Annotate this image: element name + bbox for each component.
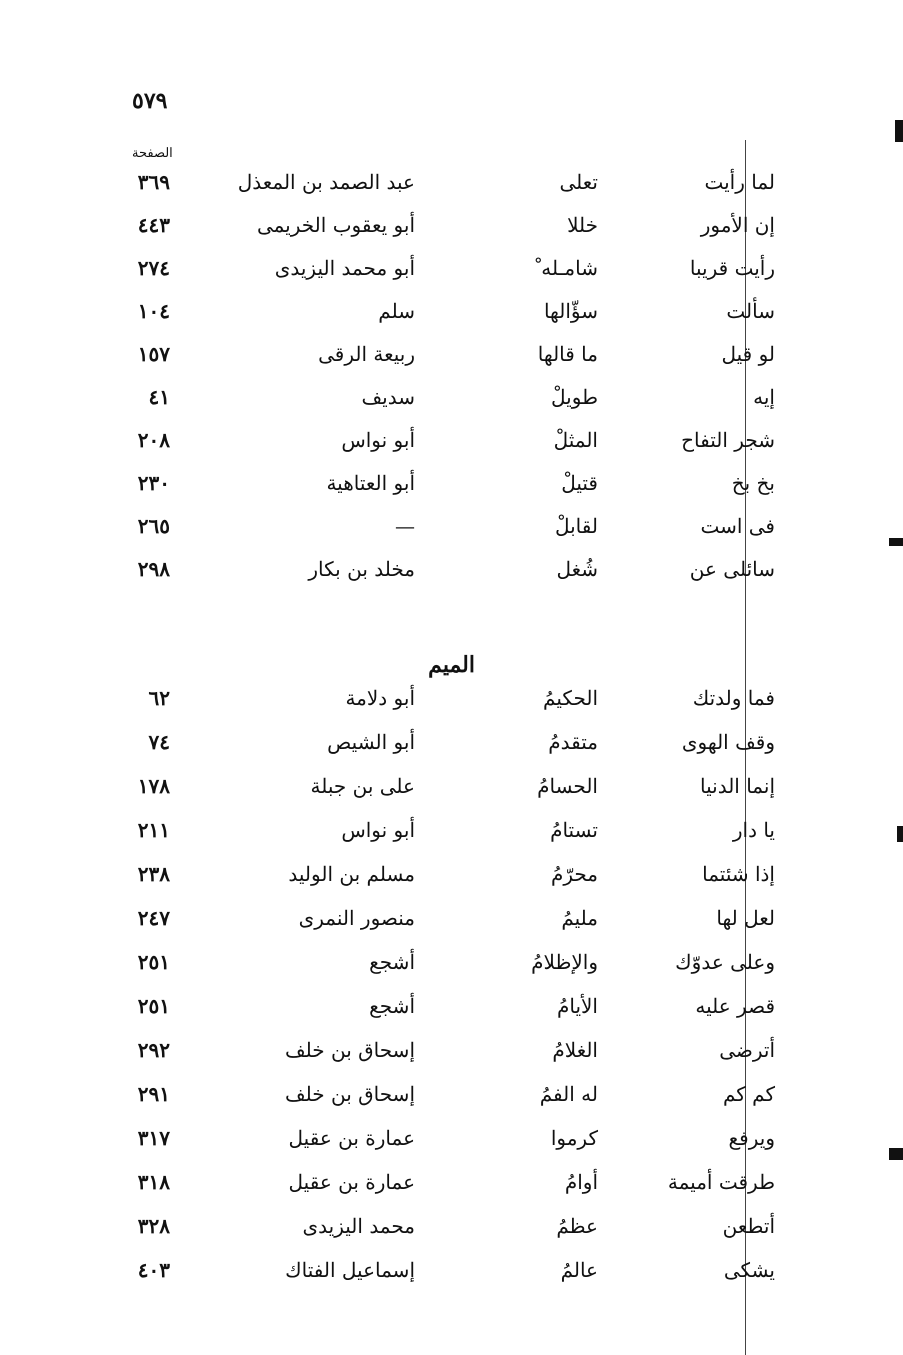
page-ref: ٤٠٣ bbox=[137, 1258, 170, 1282]
rhyme-word: سؤّالها bbox=[543, 299, 598, 323]
rhyme-word: شُغل bbox=[556, 557, 598, 581]
table-row bbox=[0, 818, 903, 860]
first-words: سائلى عن bbox=[689, 557, 775, 581]
first-words: إن الأمور bbox=[700, 213, 775, 237]
poet-name: أشجع bbox=[369, 950, 415, 974]
rhyme-word: تعلى bbox=[559, 170, 598, 194]
rhyme-word: الغلامُ bbox=[552, 1038, 598, 1062]
rhyme-word: والإظلامُ bbox=[531, 950, 598, 974]
table-row bbox=[0, 256, 903, 298]
page-ref: ٢١١ bbox=[137, 818, 170, 842]
table-row bbox=[0, 686, 903, 728]
first-words: سألت bbox=[726, 299, 775, 323]
rhyme-word: عالمُ bbox=[560, 1258, 598, 1282]
poet-name: عمارة بن عقيل bbox=[288, 1170, 415, 1194]
poet-name: سلم bbox=[378, 299, 415, 323]
first-words: طرقت أميمة bbox=[667, 1170, 775, 1194]
first-words: وقف الهوى bbox=[681, 730, 775, 754]
poet-name: أبو دلامة bbox=[345, 686, 415, 710]
poet-name: أبو الشيص bbox=[327, 730, 415, 754]
poet-name: محمد اليزيدى bbox=[302, 1214, 415, 1238]
page-ref: ١٥٧ bbox=[137, 342, 170, 366]
poet-name: — bbox=[395, 514, 415, 538]
rhyme-word: عظمُ bbox=[556, 1214, 598, 1238]
table-row bbox=[0, 514, 903, 556]
rhyme-word: كرموا bbox=[550, 1126, 598, 1150]
poet-name: عمارة بن عقيل bbox=[288, 1126, 415, 1150]
page-ref: ٢٣٨ bbox=[137, 862, 170, 886]
first-words: فى است bbox=[700, 514, 775, 538]
first-words: أتطعن bbox=[722, 1214, 775, 1238]
table-row bbox=[0, 1038, 903, 1080]
first-words: كم كم bbox=[722, 1082, 775, 1106]
poet-name: مخلد بن بكار bbox=[308, 557, 415, 581]
table-row bbox=[0, 1170, 903, 1212]
table-row bbox=[0, 170, 903, 212]
first-words: لو قيل bbox=[721, 342, 775, 366]
poet-name: أبو يعقوب الخريمى bbox=[256, 213, 415, 237]
poet-name: على بن جبلة bbox=[310, 774, 415, 798]
table-row bbox=[0, 1258, 903, 1300]
rhyme-word: خللا bbox=[567, 213, 598, 237]
first-words: يا دار bbox=[732, 818, 775, 842]
page-ref: ٧٤ bbox=[148, 730, 170, 754]
page-ref: ٢٩١ bbox=[137, 1082, 170, 1106]
table-row bbox=[0, 213, 903, 255]
rhyme-word: لقابلْ bbox=[554, 514, 598, 538]
poet-name: أبو العتاهية bbox=[326, 471, 415, 495]
page-ref: ٢٦٥ bbox=[137, 514, 170, 538]
rhyme-word: الحكيمُ bbox=[543, 686, 598, 710]
poet-name: أبو نواس bbox=[341, 428, 415, 452]
first-words: لما رأيت bbox=[704, 170, 775, 194]
table-row bbox=[0, 862, 903, 904]
rhyme-word: المثلْ bbox=[553, 428, 598, 452]
rhyme-word: تستامُ bbox=[550, 818, 598, 842]
table-row bbox=[0, 385, 903, 427]
rhyme-word: شامـله ْ bbox=[535, 256, 598, 280]
first-words: لعل لها bbox=[716, 906, 775, 930]
poet-name: أشجع bbox=[369, 994, 415, 1018]
first-words: بخ بخ bbox=[731, 471, 775, 495]
page-number: ٥٧٩ bbox=[132, 88, 168, 114]
page-ref: ١٧٨ bbox=[137, 774, 170, 798]
rhyme-word: قتيلْ bbox=[561, 471, 598, 495]
table-row bbox=[0, 299, 903, 341]
first-words: ويرفع bbox=[728, 1126, 775, 1150]
poet-name: عبد الصمد بن المعذل bbox=[237, 170, 415, 194]
table-row bbox=[0, 774, 903, 816]
first-words: أترضى bbox=[719, 1038, 775, 1062]
page-ref: ٤٤٣ bbox=[137, 213, 170, 237]
table-row bbox=[0, 471, 903, 513]
page-ref: ٢٣٠ bbox=[137, 471, 170, 495]
table-row bbox=[0, 950, 903, 992]
first-words: إيه bbox=[753, 385, 775, 409]
rhyme-word: له الفمُ bbox=[539, 1082, 598, 1106]
rhyme-word: طويلْ bbox=[551, 385, 598, 409]
page-ref: ٢٩٨ bbox=[137, 557, 170, 581]
poet-name: إسماعيل الفتاك bbox=[285, 1258, 415, 1282]
page-ref: ٤١ bbox=[148, 385, 170, 409]
table-row bbox=[0, 342, 903, 384]
page-ref: ٢٠٨ bbox=[137, 428, 170, 452]
first-words: إنما الدنيا bbox=[700, 774, 775, 798]
first-words: إذا شئتما bbox=[702, 862, 775, 886]
page-ref: ٣١٧ bbox=[137, 1126, 170, 1150]
page-ref: ٢٤٧ bbox=[137, 906, 170, 930]
rhyme-word: مليمُ bbox=[561, 906, 598, 930]
poet-name: إسحاق بن خلف bbox=[284, 1038, 415, 1062]
first-words: فما ولدتك bbox=[692, 686, 775, 710]
page-ref: ٣٦٩ bbox=[137, 170, 170, 194]
rhyme-word: أوامُ bbox=[564, 1170, 598, 1194]
table-row bbox=[0, 1126, 903, 1168]
page-ref: ٢٧٤ bbox=[137, 256, 170, 280]
rhyme-word: ما قالها bbox=[537, 342, 598, 366]
poet-name: مسلم بن الوليد bbox=[288, 862, 415, 886]
table-row bbox=[0, 906, 903, 948]
rhyme-word: الحسامُ bbox=[537, 774, 598, 798]
first-words: شجر التفاح bbox=[681, 428, 775, 452]
page-ref: ٣٢٨ bbox=[137, 1214, 170, 1238]
page-ref: ٢٥١ bbox=[137, 950, 170, 974]
page-ref: ٣١٨ bbox=[137, 1170, 170, 1194]
table-row bbox=[0, 730, 903, 772]
table-row bbox=[0, 1214, 903, 1256]
poet-name: سديف bbox=[361, 385, 415, 409]
table-row bbox=[0, 557, 903, 599]
table-row bbox=[0, 428, 903, 470]
poet-name: أبو نواس bbox=[341, 818, 415, 842]
section-heading-mim: الميم bbox=[428, 652, 475, 678]
page-ref: ٢٥١ bbox=[137, 994, 170, 1018]
first-words: قصر عليه bbox=[695, 994, 775, 1018]
poet-name: أبو محمد اليزيدى bbox=[274, 256, 415, 280]
first-words: رأيت قريبا bbox=[689, 256, 775, 280]
first-words: وعلى عدوّك bbox=[675, 950, 775, 974]
table-row bbox=[0, 994, 903, 1036]
rhyme-word: الأيامُ bbox=[556, 994, 598, 1018]
table-row bbox=[0, 1082, 903, 1124]
page-ref: ٢٩٢ bbox=[137, 1038, 170, 1062]
rhyme-word: متقدمُ bbox=[548, 730, 598, 754]
page-ref: ٦٢ bbox=[148, 686, 170, 710]
page-ref: ١٠٤ bbox=[137, 299, 170, 323]
rhyme-word: محرّمُ bbox=[550, 862, 598, 886]
poet-name: منصور النمرى bbox=[298, 906, 415, 930]
edge-mark bbox=[895, 120, 903, 142]
poet-name: ربيعة الرقى bbox=[318, 342, 415, 366]
poet-name: إسحاق بن خلف bbox=[284, 1082, 415, 1106]
first-words: يشكى bbox=[723, 1258, 775, 1282]
page-column-label: الصفحة bbox=[132, 146, 173, 161]
